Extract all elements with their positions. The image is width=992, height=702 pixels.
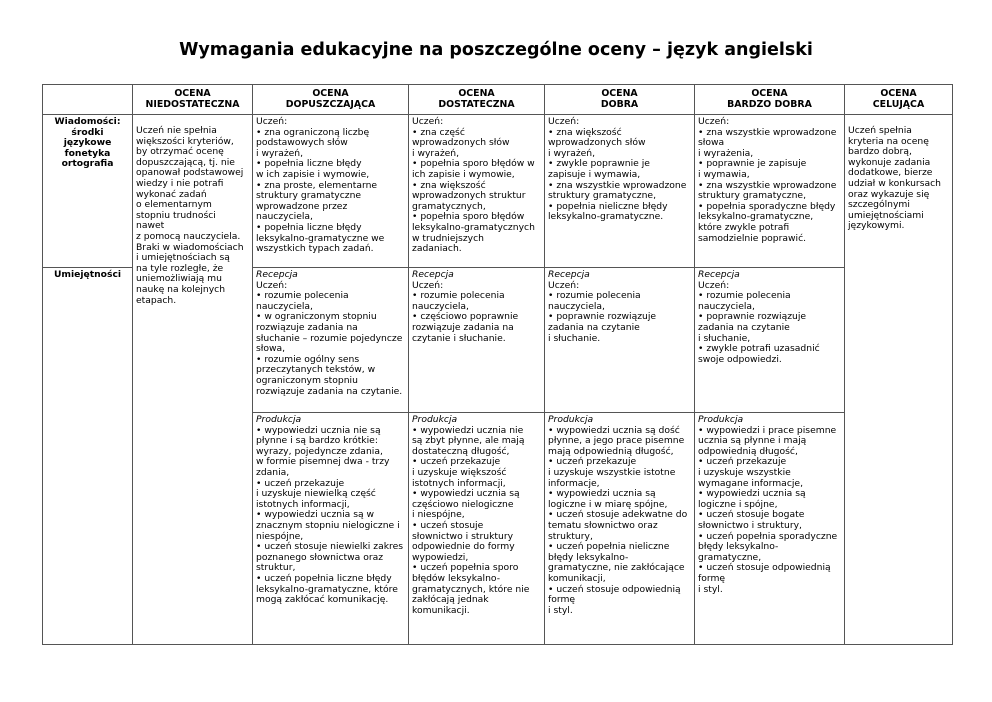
produkcja-text: • wypowiedzi ucznia są dość płynne, a jego prace pisemne mają odpowiednią długość, • uczeń przekazuje i uzyskuje wszystkie istotne informacje, • wypowiedzi ucznia są logiczne i w miarę spójne, • uczeń stosuje adekwatne do tematu słownictwo oraz struktury, • uczeń popełnia nieliczne błędy leksykalno- gramatyczne, nie zakłócające komunikacji, • uczeń stosuje odpowiednią formę i styl. — [548, 424, 688, 616]
cell-produkcja-dostateczna — [409, 413, 545, 645]
produkcja-heading: Produkcja — [256, 414, 302, 425]
header-dobra: OCENA DOBRA — [545, 85, 695, 115]
recepcja-heading: Recepcja — [256, 269, 298, 280]
recepcja-heading: Recepcja — [412, 269, 454, 280]
recepcja-text: Uczeń: • rozumie polecenia nauczyciela, • poprawnie rozwiązuje zadania na czytanie i słuchanie. — [548, 279, 657, 344]
cell-recepcja-dostateczna — [409, 268, 545, 413]
cell-produkcja-dobra — [545, 413, 695, 645]
cell-niedostateczna: Uczeń nie spełnia większości kryteriów, by otrzymać ocenę dopuszczającą, tj. nie opanował podstawowej wiedzy i nie potrafi wykonać zadań o elementarnym stopniu trudności nawet z pomocą nauczyciela. Braki w wiadomościach i umiejętnościach są na tyle rozległe, że uniemożliwiają mu naukę na kolejnych etapach. — [133, 115, 253, 645]
recepcja-text: Uczeń: • rozumie polecenia nauczyciela, • w ograniczonym stopniu rozwiązuje zadania na słuchanie – rozumie pojedyncze słowa, • rozumie ogólny sens przeczytanych tekstów, w ograniczonym stopniu rozwiązuje zadania na czytanie. — [256, 279, 403, 397]
header-dopuszczajaca: OCENA DOPUSZCZAJĄCA — [253, 85, 409, 115]
produkcja-heading: Produkcja — [698, 414, 744, 425]
cell-wiadomosci-dobra: Uczeń: • zna większość wprowadzonych słów i wyrażeń, • zwykle poprawnie je zapisuje i wymawia, • zna wszystkie wprowadzone struktury gramatyczne, • popełnia nieliczne błędy leksykalno-gramatyczne. — [545, 115, 695, 268]
produkcja-heading: Produkcja — [412, 414, 458, 425]
produkcja-text: • wypowiedzi ucznia nie są zbyt płynne, ale mają dostateczną długość, • uczeń przekazuje i uzyskuje większość istotnych informacji, • wypowiedzi ucznia są częściowo nielogiczne i niespójne, • uczeń stosuje słownictwo i struktury odpowiednie do formy wypowiedzi, • uczeń popełnia sporo błędów leksykalno- gramatycznych, które nie zakłócają jednak komunikacji. — [412, 424, 530, 616]
row-wiadomosci — [43, 115, 953, 268]
header-corner — [43, 85, 133, 115]
header-bardzo-dobra: OCENA BARDZO DOBRA — [695, 85, 845, 115]
produkcja-heading: Produkcja — [548, 414, 594, 425]
header-celujaca: OCENA CELUJĄCA — [845, 85, 953, 115]
cell-recepcja-bardzo-dobra — [695, 268, 845, 413]
recepcja-text: Uczeń: • rozumie polecenia nauczyciela, • częściowo poprawnie rozwiązuje zadania na czytanie i słuchanie. — [412, 279, 519, 344]
requirements-table — [42, 84, 953, 645]
recepcja-heading: Recepcja — [698, 269, 740, 280]
row-label-umiejetnosci: Umiejętności — [43, 268, 133, 645]
produkcja-text: • wypowiedzi ucznia nie są płynne i są bardzo krótkie: wyrazy, pojedyncze zdania, w formie pisemnej dwa - trzy zdania, • uczeń przekazuje i uzyskuje niewielką część istotnych informacji, • wypowiedzi ucznia są w znacznym stopniu nielogiczne i niespójne, • uczeń stosuje niewielki zakres poznanego słownictwa oraz struktur, • uczeń popełnia liczne błędy leksykalno-gramatyczne, które mogą zakłócać komunikację. — [256, 424, 404, 606]
cell-wiadomosci-dostateczna: Uczeń: • zna część wprowadzonych słów i wyrażeń, • popełnia sporo błędów w ich zapisie i wymowie, • zna większość wprowadzonych struktur gramatycznych, • popełnia sporo błędów leksykalno-gramatycznych w trudniejszych zadaniach. — [409, 115, 545, 268]
header-row — [43, 85, 953, 115]
produkcja-text: • wypowiedzi i prace pisemne ucznia są płynne i mają odpowiednią długość, • uczeń przekazuje i uzyskuje wszystkie wymagane informacje, • wypowiedzi ucznia są logiczne i spójne, • uczeń stosuje bogate słownictwo i struktury, • uczeń popełnia sporadyczne błędy leksykalno- gramatyczne, • uczeń stosuje odpowiednią formę i styl. — [698, 424, 838, 595]
cell-recepcja-dobra — [545, 268, 695, 413]
cell-produkcja-bardzo-dobra — [695, 413, 845, 645]
cell-wiadomosci-dopuszczajaca: Uczeń: • zna ograniczoną liczbę podstawowych słów i wyrażeń, • popełnia liczne błędy w ich zapisie i wymowie, • zna proste, elementarne struktury gramatyczne wprowadzone przez nauczyciela, • popełnia liczne błędy leksykalno-gramatyczne we wszystkich typach zadań. — [253, 115, 409, 268]
cell-recepcja-dopuszczajaca — [253, 268, 409, 413]
row-label-wiadomosci: Wiadomości: środki językowe fonetyka ortografia — [43, 115, 133, 268]
cell-celujaca: Uczeń spełnia kryteria na ocenę bardzo dobrą, wykonuje zadania dodatkowe, bierze udział w konkursach oraz wykazuje się szczególnymi umiejętnościami językowymi. — [845, 115, 953, 645]
header-dostateczna: OCENA DOSTATECZNA — [409, 85, 545, 115]
recepcja-heading: Recepcja — [548, 269, 590, 280]
cell-produkcja-dopuszczajaca — [253, 413, 409, 645]
header-niedostateczna: OCENA NIEDOSTATECZNA — [133, 85, 253, 115]
page-title: Wymagania edukacyjne na poszczególne oceny – język angielski — [179, 40, 813, 60]
recepcja-text: Uczeń: • rozumie polecenia nauczyciela, • poprawnie rozwiązuje zadania na czytanie i słuchanie, • zwykle potrafi uzasadnić swoje odpowiedzi. — [698, 279, 820, 365]
cell-wiadomosci-bardzo-dobra: Uczeń: • zna wszystkie wprowadzone słowa i wyrażenia, • poprawnie je zapisuje i wymawia, • zna wszystkie wprowadzone struktury gramatyczne, • popełnia sporadyczne błędy leksykalno-gramatyczne, które zwykle potrafi samodzielnie poprawić. — [695, 115, 845, 268]
